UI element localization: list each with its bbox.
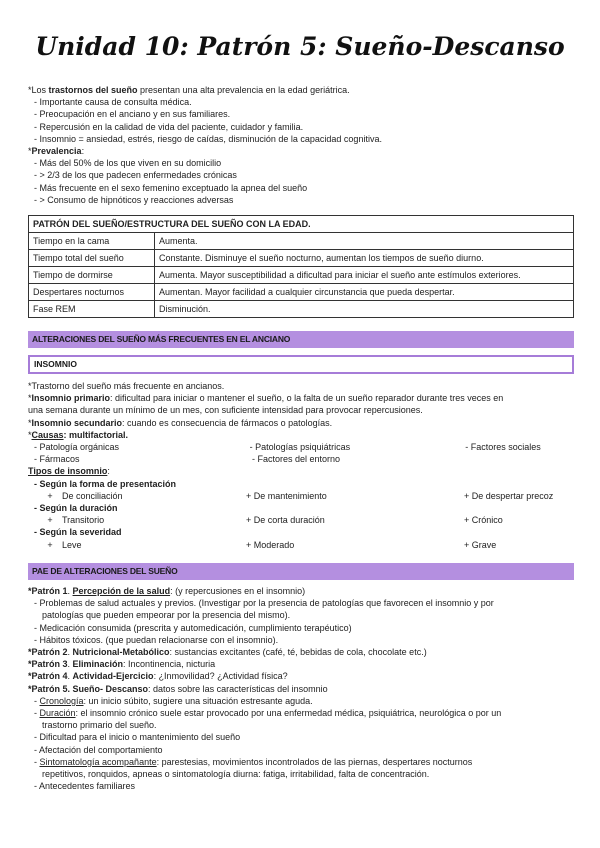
tipo-item-text: Transitorio xyxy=(62,515,105,526)
insomnio-box-title: INSOMNIO xyxy=(34,359,77,369)
tipo-row xyxy=(28,490,574,502)
table-row xyxy=(29,301,574,318)
causas-post: : multifactorial. xyxy=(63,429,129,440)
patron-3 xyxy=(28,658,574,670)
patron-text: : ¿Inmovilidad? ¿Actividad física? xyxy=(153,671,288,682)
prim-text: : dificultad para iniciar o mantener el sueño, o la falta de un sueño reparador durante tres veces en xyxy=(110,393,504,404)
insomnio-secundario xyxy=(28,417,574,429)
duracion-label: Duración xyxy=(39,708,76,719)
tipo-item xyxy=(28,514,246,526)
table-key: Fase REM xyxy=(29,301,155,318)
intro-prefix: *Los xyxy=(28,85,49,95)
tipo-item: + De corta duración xyxy=(246,515,325,526)
cronologia-label: Cronología xyxy=(39,695,84,706)
plus-bullet: + xyxy=(47,539,53,550)
insomnio-line: *Trastorno del sueño más frecuente en ancianos. xyxy=(28,381,225,391)
tipo-item xyxy=(28,490,246,502)
prev-colon: : xyxy=(81,146,85,157)
table-header-row xyxy=(29,216,574,233)
tipo-item: + De despertar precoz xyxy=(464,490,554,501)
pae-item: - Dificultad para el inicio o mantenimiento del sueño xyxy=(34,732,241,743)
tipo-item-text: Leve xyxy=(62,539,82,550)
patron-label: *Patrón 5. Sueño- Descanso xyxy=(28,683,149,694)
table-value: Aumentan. Mayor facilidad a cualquier circunstancia que pueda despertar. xyxy=(155,284,574,301)
table-row xyxy=(29,250,574,267)
intro-bold: trastornos del sueño xyxy=(48,85,138,95)
tipo-group-label: - Según la duración xyxy=(34,503,118,514)
intro-line xyxy=(28,84,574,96)
band-title: ALTERACIONES DEL SUEÑO MÁS FRECUENTES EN EL ANCIANO xyxy=(32,334,291,344)
table-key: Tiempo en la cama xyxy=(29,233,155,250)
patron-name: Nutricional-Metabólico xyxy=(72,647,170,658)
tipo-group-title xyxy=(28,502,574,514)
prev-item: - > Consumo de hipnóticos y reacciones adversas xyxy=(34,194,234,205)
table-row xyxy=(29,233,574,250)
sleep-pattern-table-wrap xyxy=(28,215,574,318)
tipo-item-text: De conciliación xyxy=(62,490,123,501)
sintomatologia-label: Sintomatología acompañante xyxy=(39,756,157,767)
insomnio-primario-cont: una semana durante un mínimo de un mes, con suficiente intensidad para provocar repercusiones. xyxy=(28,405,423,416)
insomnio-primario xyxy=(28,392,574,404)
patron-label: *Patrón 3 xyxy=(28,659,68,670)
sec-label: Insomnio secundario xyxy=(31,417,123,428)
causa-item: - Fármacos xyxy=(34,454,80,465)
section-band-alteraciones xyxy=(28,331,574,348)
tipo-group-title xyxy=(28,478,574,490)
patron-name: Percepción de la salud xyxy=(72,586,171,596)
sintomatologia-item xyxy=(28,756,574,768)
patron-text: : datos sobre las características del insomnio xyxy=(148,683,328,694)
insomnio-box xyxy=(28,355,574,374)
tipos-label: Tipos de insomnio xyxy=(28,466,108,477)
dash: - xyxy=(34,708,40,719)
tipo-group-title xyxy=(28,526,574,538)
pae-section xyxy=(28,585,574,792)
patron-item: patologías que pueden empeorar por la presencia del mismo). xyxy=(42,610,291,621)
table-value: Disminución. xyxy=(155,301,574,318)
patron-name: Actividad-Ejercicio xyxy=(72,671,154,682)
tipo-group-label: - Según la forma de presentación xyxy=(34,478,177,489)
patron-2 xyxy=(28,646,574,658)
page-title: Unidad 10: Patrón 5: Sueño-Descanso xyxy=(35,32,565,61)
patron-label: *Patrón 4 xyxy=(28,671,68,682)
causa-item: - Patología orgánicas xyxy=(34,442,120,453)
pae-item: - Antecedentes familiares xyxy=(34,781,136,792)
table-row xyxy=(29,267,574,284)
sec-star: * xyxy=(28,417,32,428)
table-value: Aumenta. xyxy=(155,233,574,250)
tipo-row xyxy=(28,514,574,526)
prevalencia-heading xyxy=(28,145,574,157)
intro-item: - Repercusión en la calidad de vida del paciente, cuidador y familia. xyxy=(34,121,304,132)
band-title: PAE DE ALTERACIONES DEL SUEÑO xyxy=(32,566,178,576)
patron-sep: . xyxy=(67,586,73,596)
causas-star: * xyxy=(28,429,32,440)
prev-item: - Más frecuente en el sexo femenino exceptuado la apnea del sueño xyxy=(34,182,308,193)
prim-star: * xyxy=(28,393,32,404)
causas-row xyxy=(28,453,574,465)
pae-item: - Afectación del comportamiento xyxy=(34,744,163,755)
causas-row xyxy=(28,441,574,453)
tipos-heading xyxy=(28,465,574,477)
plus-bullet: + xyxy=(47,515,53,526)
cronologia-item xyxy=(28,695,574,707)
table-key: Tiempo total del sueño xyxy=(29,250,155,267)
patron-item: - Problemas de salud actuales y previos. (Investigar por la presencia de patologías que favorecen el insomnio y por xyxy=(34,598,494,609)
dash: - xyxy=(34,756,40,767)
intro-section xyxy=(28,84,574,206)
patron-4 xyxy=(28,670,574,682)
cronologia-text: : un inicio súbito, sugiere una situación estresante aguda. xyxy=(83,695,313,706)
prev-label: Prevalencia xyxy=(31,146,82,157)
patron-1 xyxy=(28,585,574,597)
intro-item: - Preocupación en el anciano y en sus familiares. xyxy=(34,109,231,120)
duracion-cont: trastorno primario del sueño. xyxy=(42,720,157,731)
tipo-item: + Grave xyxy=(464,539,497,550)
patron-text: : Incontinencia, nicturia xyxy=(123,659,216,670)
prev-item: - Más del 50% de los que viven en su domicilio xyxy=(34,158,222,169)
tipo-item xyxy=(28,539,246,551)
table-value: Aumenta. Mayor susceptibilidad a dificultad para iniciar el sueño ante estímulos exteriores. xyxy=(155,267,574,284)
patron-sep: . xyxy=(67,647,73,658)
prev-item: - > 2/3 de los que padecen enfermedades crónicas xyxy=(34,170,237,181)
patron-sep: . xyxy=(67,671,73,682)
causas-label: Causas xyxy=(31,429,64,440)
tipo-item: + Moderado xyxy=(246,539,295,550)
table-value: Constante. Disminuye el sueño nocturno, aumentan los tiempos de sueño diurno. xyxy=(155,250,574,267)
tipos-colon: : xyxy=(107,466,110,477)
dash: - xyxy=(34,695,40,706)
causa-item: - Factores sociales xyxy=(465,442,541,453)
patron-item: - Medicación consumida (prescrita y automedicación, cumplimiento terapéutico) xyxy=(34,622,352,633)
table-key: Tiempo de dormirse xyxy=(29,267,155,284)
section-band-pae xyxy=(28,563,574,580)
patron-item: - Hábitos tóxicos. (que puedan relacionarse con el insomnio). xyxy=(34,634,279,645)
patron-sep: . xyxy=(67,659,73,670)
sintomatologia-text: : parestesias, movimientos incontrolados de las piernas, despertares nocturnos xyxy=(156,756,473,767)
patron-label: *Patrón 1 xyxy=(28,586,68,596)
prev-star: * xyxy=(28,146,32,157)
duracion-item xyxy=(28,707,574,719)
table-key: Despertares nocturnos xyxy=(29,284,155,301)
plus-bullet: + xyxy=(47,490,53,501)
sec-text: : cuando es consecuencia de fármacos o patologías. xyxy=(122,417,333,428)
patron-text: : sustancias excitantes (café, té, bebidas de cola, chocolate etc.) xyxy=(169,647,427,658)
patron-label: *Patrón 2 xyxy=(28,647,68,658)
tipo-row xyxy=(28,539,574,551)
duracion-text: : el insomnio crónico suele estar provocado por una enfermedad médica, psiquiátrica, neurológica o por un xyxy=(75,708,502,719)
causa-item: - Patologías psiquiátricas xyxy=(249,442,351,453)
tipo-item: + Crónico xyxy=(464,515,503,526)
tipo-item: + De mantenimiento xyxy=(246,490,327,501)
sintomatologia-cont: repetitivos, ronquidos, apneas o sintomatología diurna: fatiga, irritabilidad, falta de concentración. xyxy=(42,769,430,780)
patron-name: Eliminación xyxy=(72,659,124,670)
tipo-group-label: - Según la severidad xyxy=(34,527,122,538)
table-row xyxy=(29,284,574,301)
prim-label: Insomnio primario xyxy=(31,393,111,404)
patron-5 xyxy=(28,683,574,695)
table-header: PATRÓN DEL SUEÑO/ESTRUCTURA DEL SUEÑO CON LA EDAD. xyxy=(29,216,574,233)
intro-item: - Importante causa de consulta médica. xyxy=(34,97,192,108)
intro-item: - Insomnio = ansiedad, estrés, riesgo de caídas, disminución de la capacidad cognitiva. xyxy=(34,133,382,144)
insomnio-section xyxy=(28,380,574,551)
patron-text: : (y repercusiones en el insomnio) xyxy=(170,586,306,596)
sleep-pattern-table xyxy=(28,215,574,318)
causas-heading xyxy=(28,429,574,441)
causa-item: - Factores del entorno xyxy=(252,454,341,465)
intro-text: presentan una alta prevalencia en la edad geriátrica. xyxy=(137,85,350,95)
